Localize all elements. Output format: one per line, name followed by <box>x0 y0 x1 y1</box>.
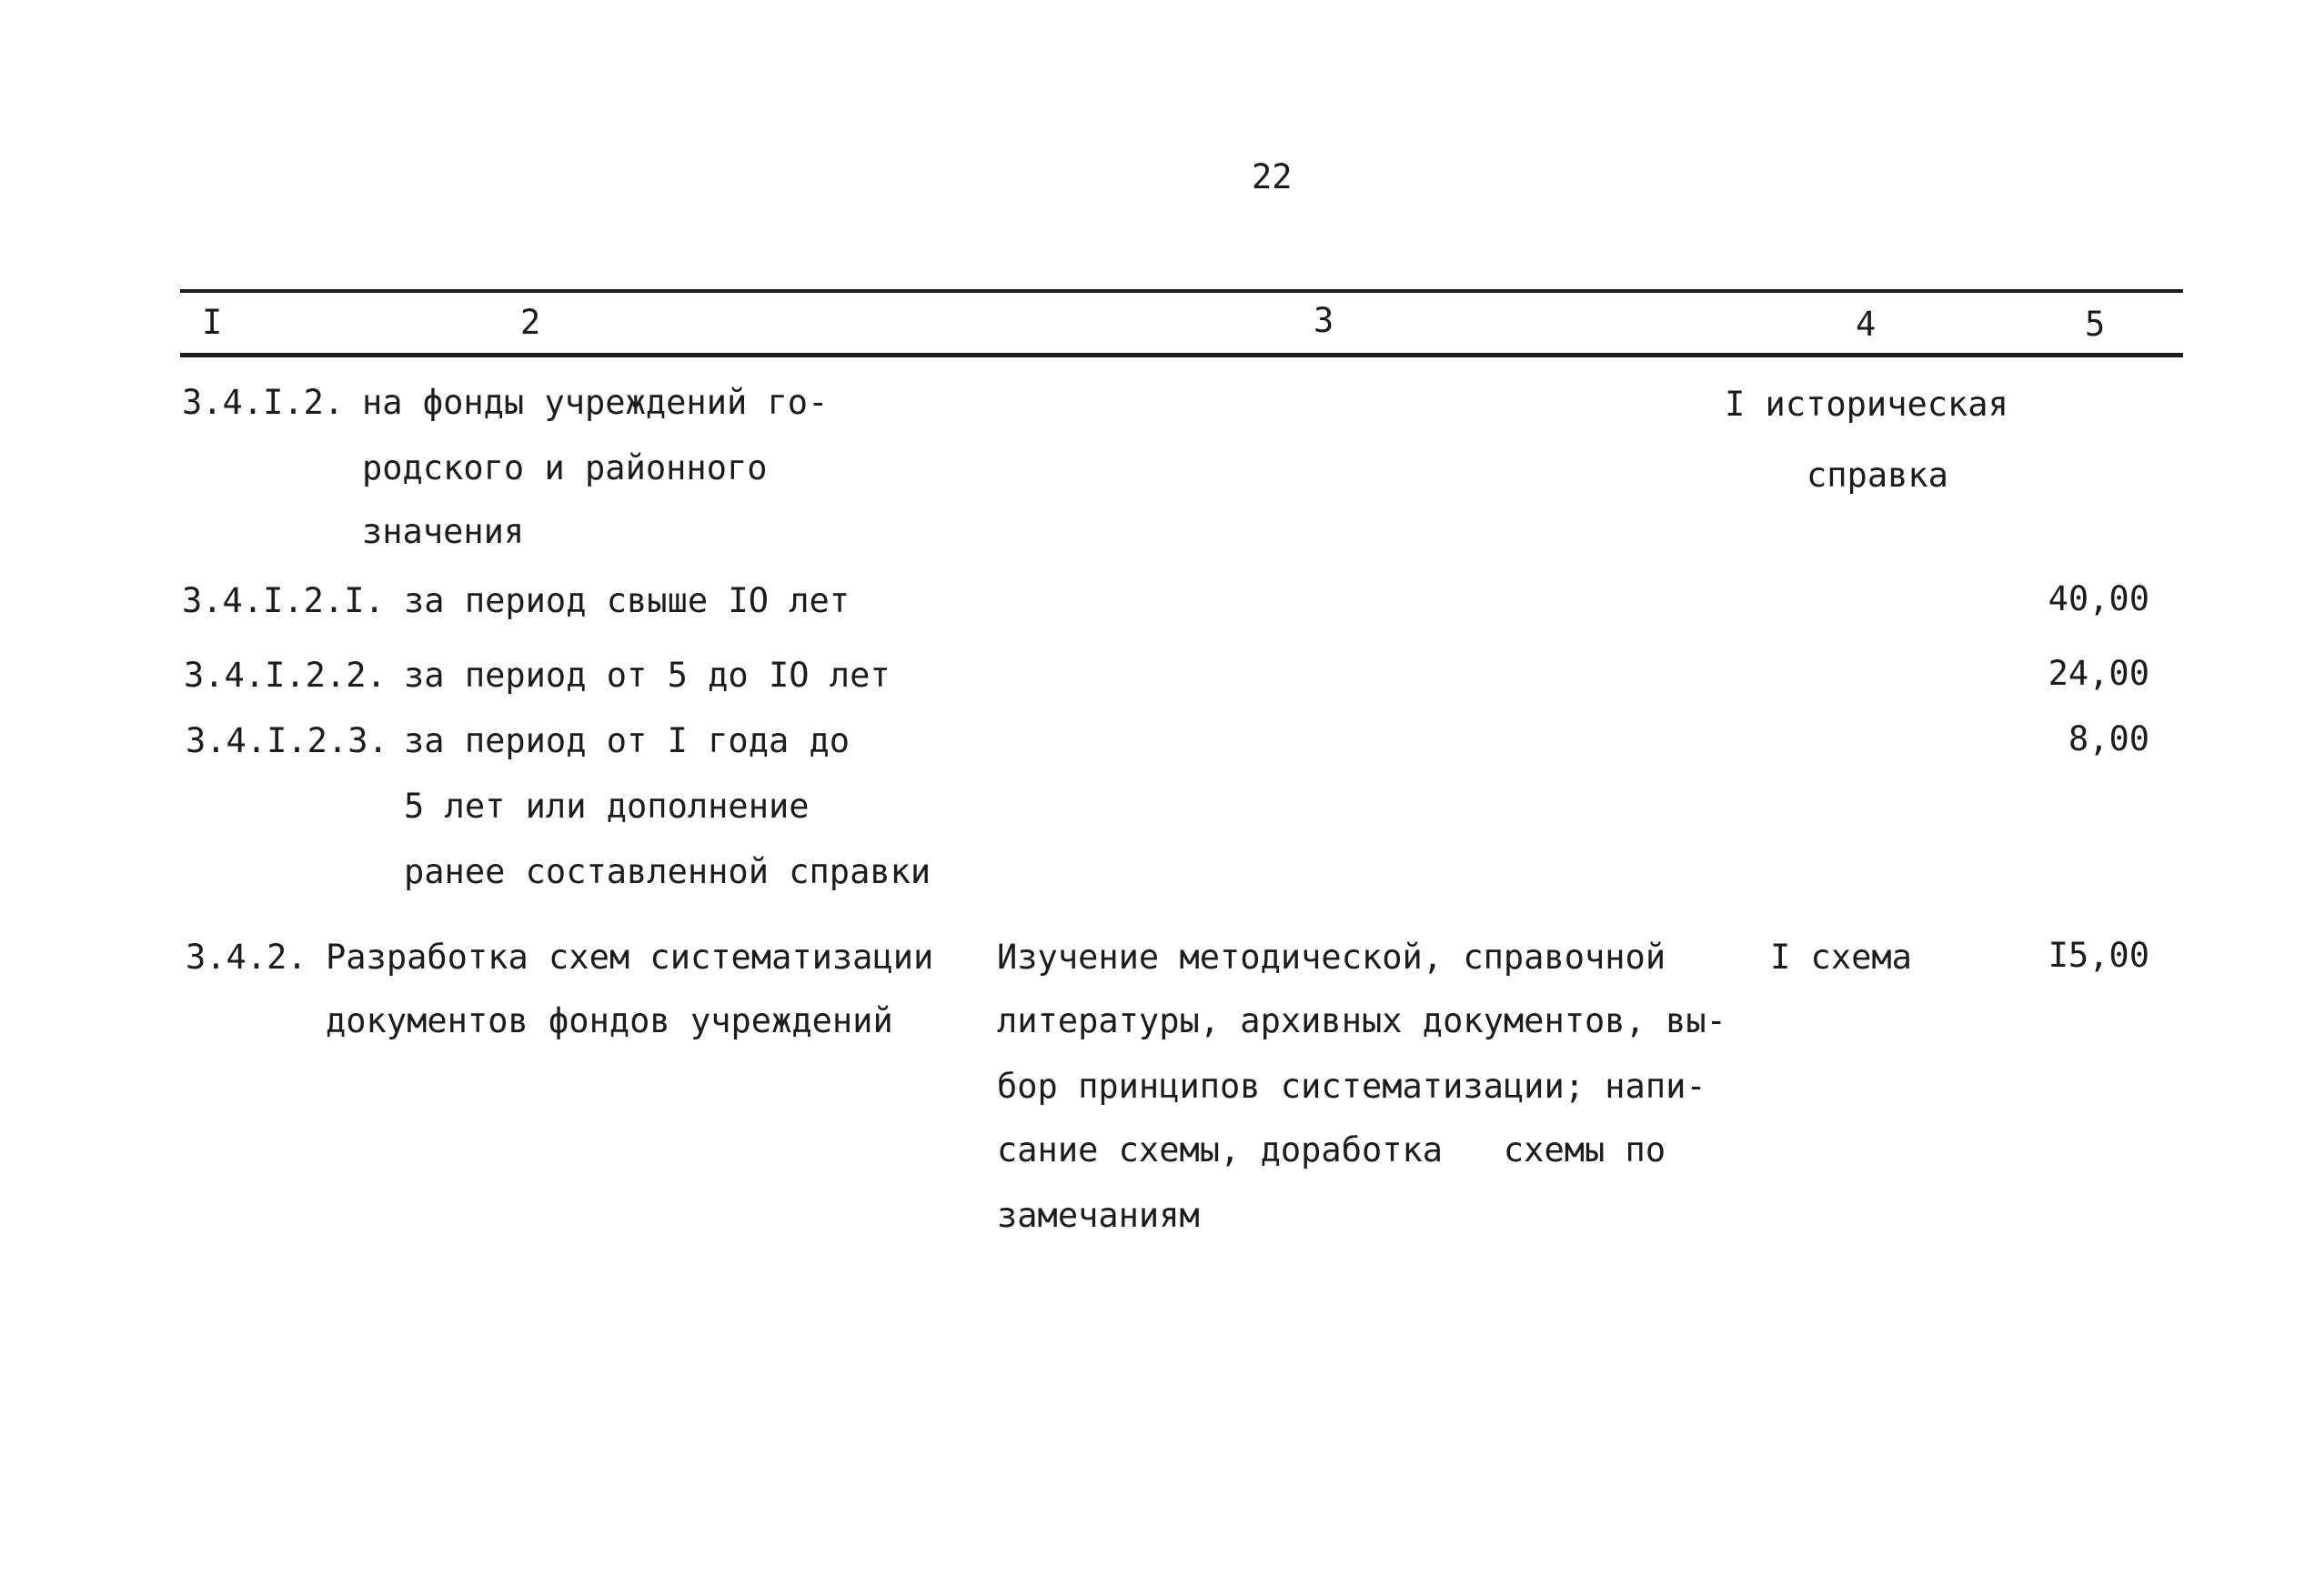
row-name-line: 5 лет или дополнение <box>404 787 810 826</box>
row-name-line: родского и районного <box>362 448 768 487</box>
row-number: 3.4.I.2.I. <box>182 581 385 620</box>
row-unit-line: справка <box>1807 456 1948 495</box>
column-header-3: 3 <box>1314 301 1334 340</box>
row-name-line: документов фондов учреждений <box>326 1001 893 1040</box>
row-unit-line: I схема <box>1770 938 1912 977</box>
row-value: 24,00 <box>2048 654 2149 693</box>
page-number: 22 <box>1252 157 1293 196</box>
row-unit-line: I историческая <box>1725 385 2008 424</box>
row-content-line: замечаниям <box>997 1196 1200 1235</box>
row-name-line: на фонды учреждений го- <box>362 383 829 422</box>
row-number: 3.4.I.2.2. <box>184 656 387 695</box>
column-header-1: I <box>202 303 223 342</box>
column-header-2: 2 <box>520 303 541 342</box>
row-content-line: бор принципов систематизации; напи- <box>997 1067 1706 1106</box>
row-name-line: за период от I года до <box>404 721 851 760</box>
column-header-4: 4 <box>1856 305 1877 344</box>
row-name-line: Разработка схем систематизации <box>326 938 934 977</box>
header-bottom-rule <box>180 353 2183 357</box>
row-number: 3.4.I.2. <box>182 383 345 422</box>
row-name-line: за период свыше IO лет <box>404 581 851 620</box>
row-name-line: ранее составленной справки <box>404 852 931 891</box>
column-header-5: 5 <box>2085 305 2106 344</box>
row-name-line: значения <box>362 512 525 551</box>
row-value: 40,00 <box>2048 579 2149 618</box>
row-content-line: литературы, архивных документов, вы- <box>997 1001 1726 1040</box>
row-value: I5,00 <box>2048 936 2149 975</box>
row-name-line: за период от 5 до IO лет <box>404 656 891 695</box>
row-content-line: Изучение методической, справочной <box>997 938 1666 977</box>
row-number: 3.4.I.2.3. <box>186 721 388 760</box>
row-number: 3.4.2. <box>186 938 307 977</box>
table-top-rule <box>180 289 2183 293</box>
row-content-line: сание схемы, доработка схемы по <box>997 1130 1666 1169</box>
row-value: 8,00 <box>2068 719 2149 758</box>
